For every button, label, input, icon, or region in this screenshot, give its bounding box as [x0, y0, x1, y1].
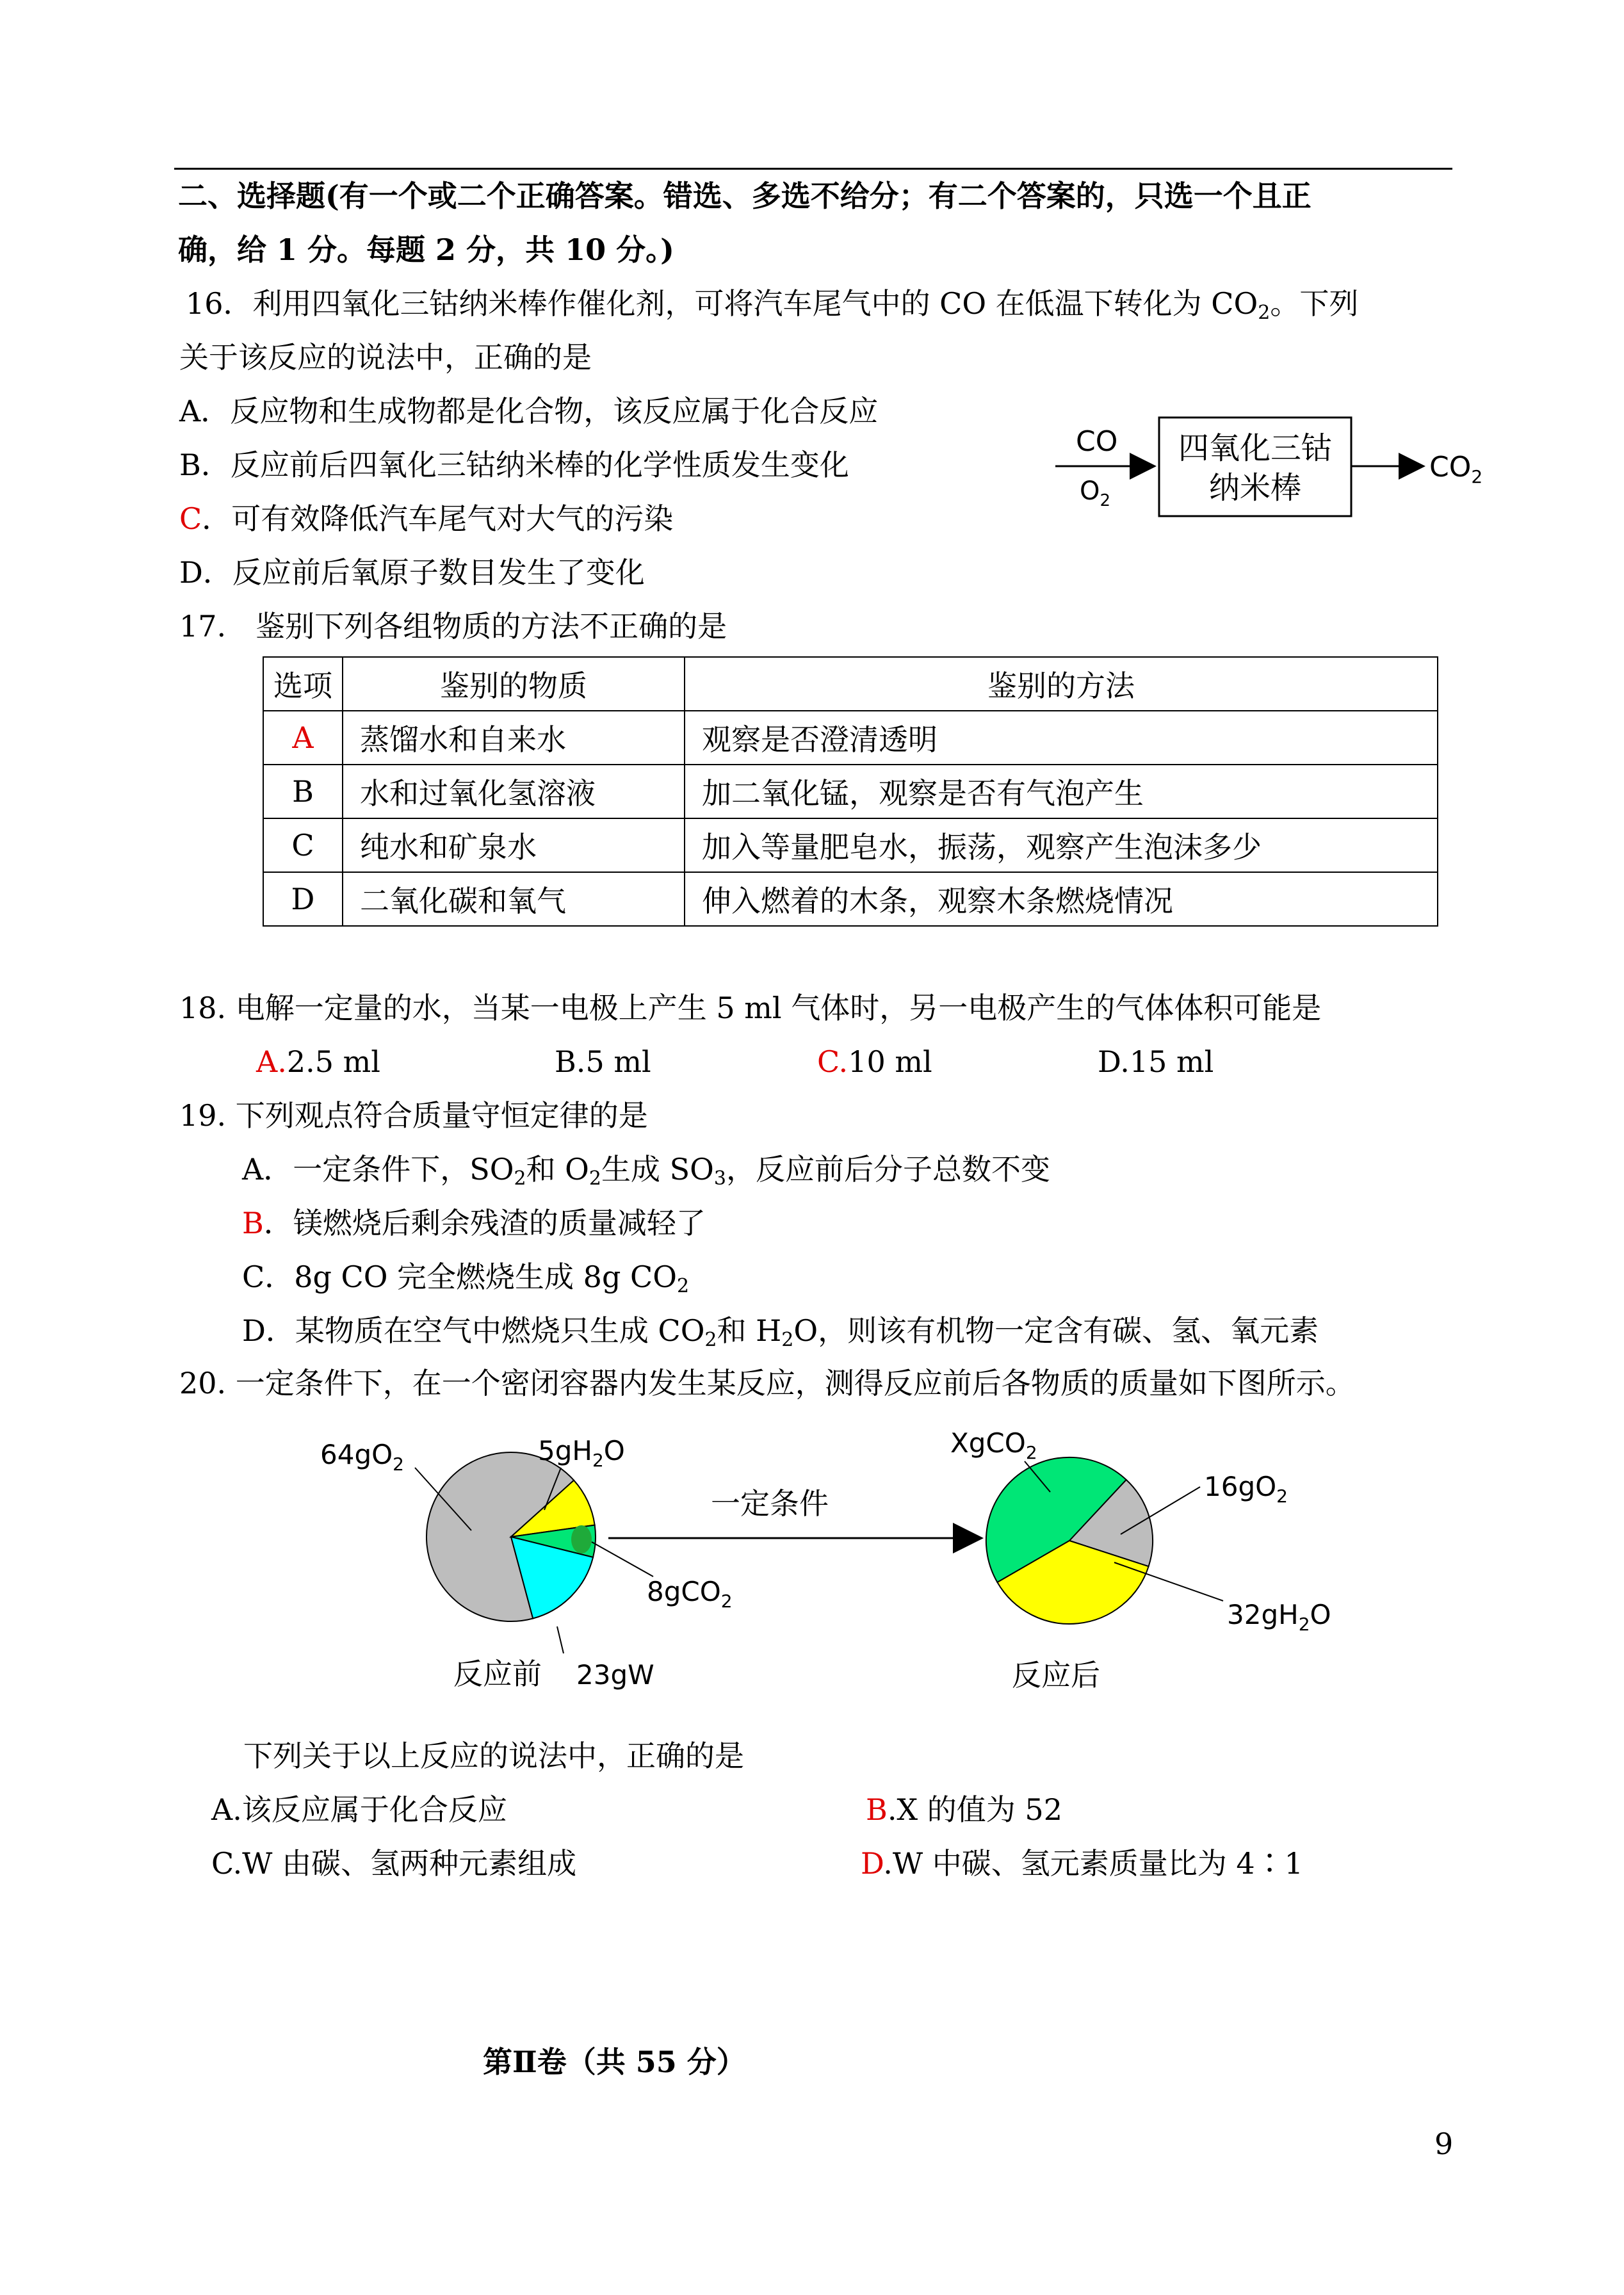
table-cell-substances: 二氧化碳和氧气	[343, 872, 685, 926]
leader-line	[592, 1542, 653, 1577]
q17-stem: 17. 鉴别下列各组物质的方法不正确的是	[179, 609, 727, 644]
input-co-label: CO	[1076, 425, 1118, 458]
catalyst-box-line1: 四氧化三钴	[1178, 430, 1333, 466]
before-co2-label: 8gCO$_2$	[647, 1576, 733, 1612]
after-o2-label: $16gO_2$	[1204, 1471, 1288, 1507]
table-header-row	[263, 657, 1438, 711]
q16-stem-line1: 16．利用四氧化三钴纳米棒作催化剂，可将汽车尾气中的 CO 在低温下转化为 $CO_2$。下列	[186, 286, 1359, 324]
q18-option-a[interactable]: A.2.5 ml	[256, 1044, 380, 1079]
q19-option-c[interactable]: C．8g CO 完全燃烧生成 8g $CO_2$	[242, 1260, 690, 1297]
before-co2-marker	[571, 1525, 592, 1553]
top-rule	[174, 168, 1452, 170]
q20-option-a[interactable]: A.该反应属于化合反应	[211, 1792, 507, 1827]
table-header: 选项	[263, 657, 343, 711]
q20-stem: 20. 一定条件下，在一个密闭容器内发生某反应，测得反应前后各物质的质量如下图所示。	[179, 1366, 1355, 1400]
before-pie	[426, 1452, 596, 1621]
leader-line	[557, 1626, 564, 1653]
q17-table	[263, 656, 1438, 927]
table-cell-substances: 纯水和矿泉水	[343, 818, 685, 872]
table-cell-method: 加入等量肥皂水，振荡，观察产生泡沫多少	[685, 818, 1438, 872]
q18-option-c[interactable]: C.10 ml	[817, 1044, 932, 1079]
table-row	[263, 711, 1438, 765]
q19-stem: 19. 下列观点符合质量守恒定律的是	[179, 1098, 648, 1133]
q16-option-c[interactable]: C．可有效降低汽车尾气对大气的污染	[179, 501, 674, 536]
before-h2o-label: $5gH_2O$	[538, 1435, 625, 1471]
q16-option-b[interactable]: B．反应前后四氧化三钴纳米棒的化学性质发生变化	[179, 448, 849, 482]
q18-option-d[interactable]: D.15 ml	[1098, 1044, 1214, 1079]
output-co2-label: $CO_2$	[1429, 451, 1483, 487]
q20-option-d[interactable]: D.W 中碳、氢元素质量比为 4∶1	[861, 1846, 1303, 1881]
after-h2o-label: $32gH_2O$	[1227, 1599, 1331, 1635]
table-cell-method: 观察是否澄清透明	[685, 711, 1438, 765]
section-heading-line2: 确，给 1 分。每题 2 分，共 10 分。)	[178, 232, 674, 267]
after-caption: 反应后	[1012, 1658, 1100, 1692]
reaction-condition-label: 一定条件	[711, 1486, 829, 1521]
after-pie	[986, 1457, 1153, 1624]
table-header: 鉴别的物质	[343, 657, 685, 711]
q16-catalyst-diagram	[1037, 410, 1498, 525]
table-header: 鉴别的方法	[685, 657, 1438, 711]
q18-stem: 18. 电解一定量的水，当某一电极上产生 5 ml 气体时，另一电极产生的气体体积可能是	[179, 991, 1322, 1025]
before-o2-label: $64gO_2$	[320, 1439, 404, 1475]
q20-pie-diagram	[307, 1409, 1409, 1710]
q20-option-b[interactable]: B.X 的值为 52	[866, 1792, 1062, 1827]
table-cell-method: 加二氧化锰，观察是否有气泡产生	[685, 765, 1438, 818]
table-cell-substances: 蒸馏水和自来水	[343, 711, 685, 765]
q16-option-d[interactable]: D．反应前后氧原子数目发生了变化	[179, 555, 645, 590]
table-cell-method: 伸入燃着的木条，观察木条燃烧情况	[685, 872, 1438, 926]
table-row	[263, 818, 1438, 872]
table-cell-option: A	[263, 711, 343, 765]
q19-option-b[interactable]: B．镁燃烧后剩余残渣的质量减轻了	[242, 1206, 706, 1240]
q16-stem-line2: 关于该反应的说法中，正确的是	[179, 340, 592, 375]
table-row	[263, 765, 1438, 818]
table-cell-option: D	[263, 872, 343, 926]
q19-option-d[interactable]: D．某物质在空气中燃烧只生成 $CO_2$和 $H_2O$，则该有机物一定含有碳、氢、氧元素	[242, 1313, 1319, 1351]
page-number: 9	[1434, 2127, 1454, 2161]
table-cell-option: B	[263, 765, 343, 818]
q19-option-a[interactable]: A．一定条件下，$SO_2$和 $O_2$生成 $SO_3$，反应前后分子总数不变	[242, 1152, 1050, 1190]
table-cell-substances: 水和过氧化氢溶液	[343, 765, 685, 818]
section-heading-line1: 二、选择题(有一个或二个正确答案。错选、多选不给分；有二个答案的，只选一个且正	[178, 179, 1311, 213]
table-cell-option: C	[263, 818, 343, 872]
before-caption: 反应前	[453, 1657, 542, 1691]
q16-option-a[interactable]: A．反应物和生成物都是化合物，该反应属于化合反应	[179, 394, 879, 428]
table-row	[263, 872, 1438, 926]
input-o2-label: $O_2$	[1080, 476, 1111, 510]
catalyst-box-line2: 纳米棒	[1208, 470, 1302, 506]
before-w-label: 23gW	[576, 1659, 654, 1691]
q18-option-b[interactable]: B.5 ml	[555, 1044, 651, 1079]
q20-option-c[interactable]: C.W 由碳、氢两种元素组成	[211, 1846, 577, 1881]
part2-title: 第Ⅱ卷（共 55 分）	[483, 2045, 746, 2079]
q20-sub-stem: 下列关于以上反应的说法中，正确的是	[243, 1739, 744, 1773]
after-co2-label: XgCO$_2$	[950, 1427, 1037, 1463]
